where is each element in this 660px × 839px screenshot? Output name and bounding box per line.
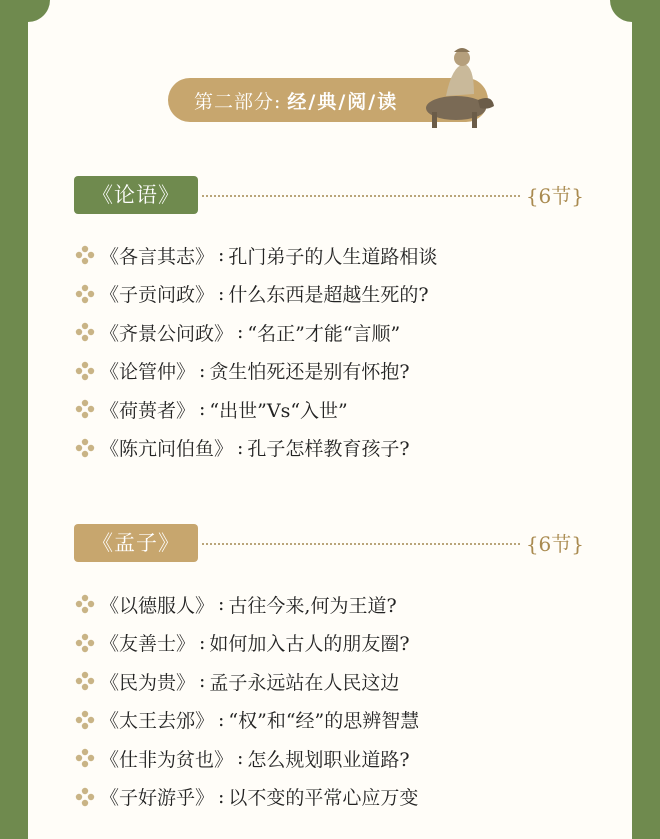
list-item <box>74 624 614 663</box>
lesson-title: 《仕非为贫也》 <box>100 748 234 771</box>
list-item <box>74 275 614 314</box>
lesson-title: 《以德服人》 <box>100 594 215 617</box>
flower-bullet-icon <box>74 709 96 731</box>
lesson-count: {6节} <box>525 184 584 208</box>
list-item <box>74 313 614 352</box>
lesson-title: 《子贡问政》 <box>100 284 215 307</box>
list-item <box>74 429 614 468</box>
lesson-desc: 贪生怕死还是别有怀抱? <box>209 361 410 384</box>
list-item <box>74 352 614 391</box>
lesson-desc: 孔门弟子的人生道路相谈 <box>228 245 438 268</box>
lesson-title: 《陈亢问伯鱼》 <box>100 438 234 461</box>
separator: : <box>218 593 225 616</box>
section-tag: 《论语》 <box>74 176 198 214</box>
flower-bullet-icon <box>74 437 96 459</box>
flower-bullet-icon <box>74 786 96 808</box>
section-header-mengzi <box>74 524 584 564</box>
banner-title: 经/典/阅/读 <box>287 90 399 113</box>
page <box>28 0 632 839</box>
list-item <box>74 701 614 740</box>
lesson-desc: “出世”Vs“入世” <box>209 399 348 422</box>
list-item <box>74 662 614 701</box>
lesson-desc: 古往今来,何为王道? <box>228 594 397 617</box>
lesson-title: 《各言其志》 <box>100 245 215 268</box>
separator: : <box>218 282 225 305</box>
banner-prefix: 第二部分: <box>194 90 282 113</box>
section-tag: 《孟子》 <box>74 524 198 562</box>
flower-bullet-icon <box>74 632 96 654</box>
dotted-divider <box>202 195 520 197</box>
lesson-title: 《荷蒉者》 <box>100 399 196 422</box>
corner-decoration <box>28 0 50 22</box>
section-header-lunyu <box>74 176 584 216</box>
separator: : <box>218 708 225 731</box>
list-item <box>74 236 614 275</box>
lesson-title: 《论管仲》 <box>100 361 196 384</box>
lesson-title: 《齐景公问政》 <box>100 322 234 345</box>
flower-bullet-icon <box>74 670 96 692</box>
lesson-title: 《太王去邠》 <box>100 710 215 733</box>
flower-bullet-icon <box>74 244 96 266</box>
lesson-desc: “名正”才能“言顺” <box>247 322 401 345</box>
lesson-list-lunyu <box>74 236 614 467</box>
separator: : <box>237 436 244 459</box>
flower-bullet-icon <box>74 747 96 769</box>
list-item <box>74 390 614 429</box>
dotted-divider <box>202 543 520 545</box>
sage-on-ox-icon <box>416 38 496 130</box>
list-item <box>74 778 614 817</box>
flower-bullet-icon <box>74 283 96 305</box>
lesson-title: 《子好游乎》 <box>100 787 215 810</box>
list-item <box>74 585 614 624</box>
flower-bullet-icon <box>74 398 96 420</box>
lesson-desc: 以不变的平常心应万变 <box>228 787 419 810</box>
separator: : <box>237 747 244 770</box>
corner-decoration <box>610 0 632 22</box>
separator: : <box>237 321 244 344</box>
separator: : <box>199 398 206 421</box>
lesson-desc: 什么东西是超越生死的? <box>228 284 429 307</box>
lesson-desc: 孔子怎样教育孩子? <box>247 438 410 461</box>
lesson-desc: “权”和“经”的思辨智慧 <box>228 710 420 733</box>
separator: : <box>199 631 206 654</box>
lesson-count: {6节} <box>525 532 584 556</box>
flower-bullet-icon <box>74 360 96 382</box>
flower-bullet-icon <box>74 321 96 343</box>
lesson-title: 《民为贵》 <box>100 671 196 694</box>
lesson-desc: 怎么规划职业道路? <box>247 748 410 771</box>
lesson-list-mengzi <box>74 585 614 816</box>
lesson-desc: 如何加入古人的朋友圈? <box>209 633 410 656</box>
separator: : <box>218 785 225 808</box>
flower-bullet-icon <box>74 593 96 615</box>
separator: : <box>199 670 206 693</box>
lesson-title: 《友善士》 <box>100 633 196 656</box>
lesson-desc: 孟子永远站在人民这边 <box>209 671 400 694</box>
list-item <box>74 739 614 778</box>
separator: : <box>199 359 206 382</box>
separator: : <box>218 244 225 267</box>
